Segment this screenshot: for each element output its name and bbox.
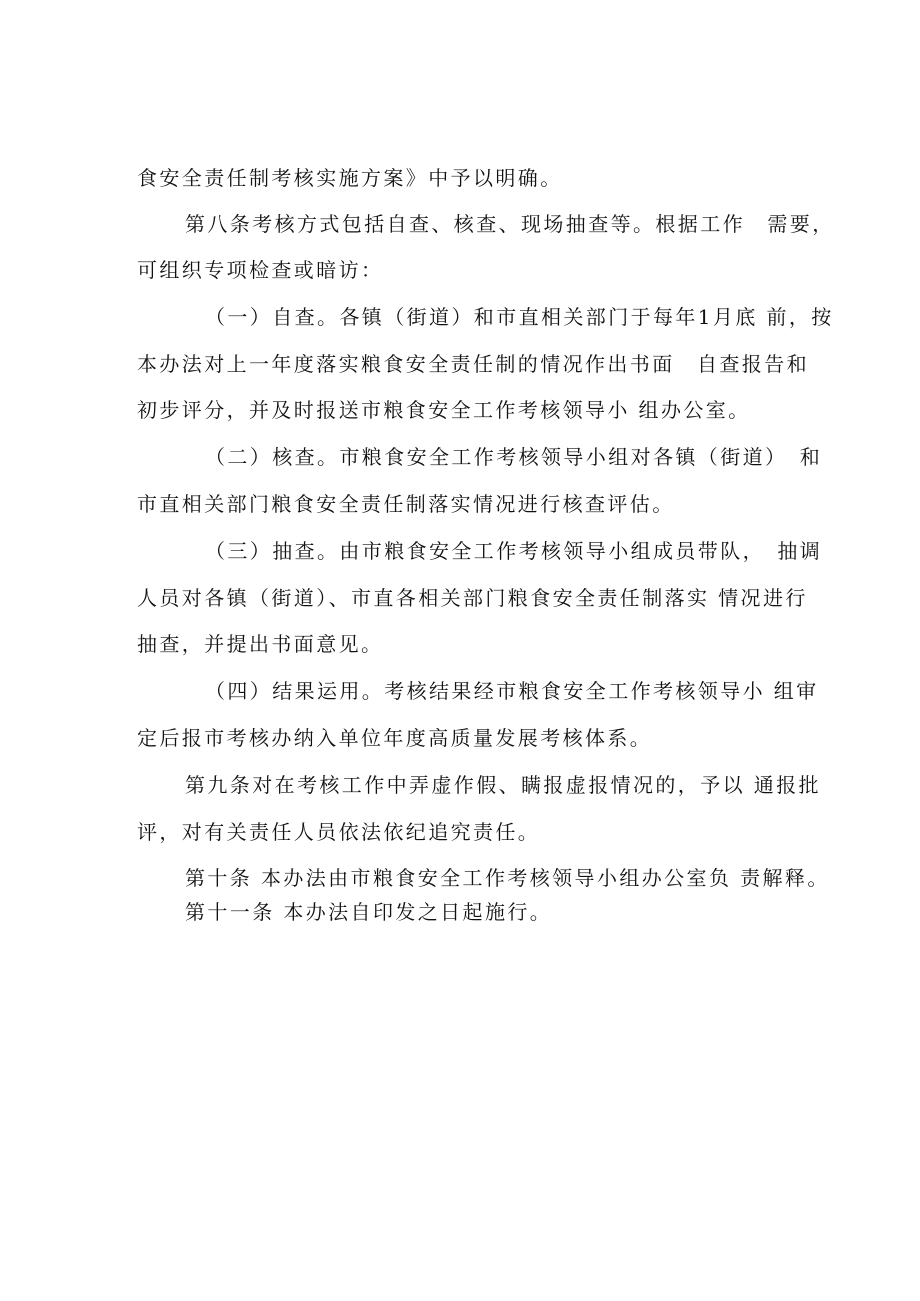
article-9-line-2: 评，对有关责任人员依法依纪追究责任。 bbox=[137, 820, 541, 844]
item-2-line-1: （二）核查。市粮食安全工作考核领导小组对各镇（街道） 和 bbox=[205, 445, 823, 469]
item-3-line-3: 抽查，并提出书面意见。 bbox=[137, 632, 384, 656]
item-4-line-1: （四）结果运用。考核结果经市粮食安全工作考核领导小 组审 bbox=[205, 679, 819, 703]
paragraph-line: 食安全责任制考核实施方案》中予以明确。 bbox=[137, 166, 563, 190]
item-3-line-1: （三）抽查。由市粮食安全工作考核领导小组成员带队， 抽调 bbox=[205, 539, 823, 563]
item-1-line-3: 初步评分，并及时报送市粮食安全工作考核领导小 组办公室。 bbox=[137, 398, 751, 422]
article-8-line-1: 第八条考核方式包括自查、核查、现场抽查等。根据工作 需要， bbox=[185, 212, 835, 236]
article-8-line-2: 可组织专项检查或暗访： bbox=[137, 258, 384, 282]
item-1-line-1: （一）自查。各镇（街道）和市直相关部门于每年1月底 前，按 bbox=[205, 305, 834, 329]
article-9-line-1: 第九条对在考核工作中弄虚作假、瞒报虚报情况的，予以 通报批 bbox=[185, 773, 821, 797]
article-11-line: 第十一条 本办法自印发之日起施行。 bbox=[185, 900, 553, 924]
item-2-line-2: 市直相关部门粮食安全责任制落实情况进行核查评估。 bbox=[137, 492, 675, 516]
item-3-line-2: 人员对各镇（街道）、市直各相关部门粮食安全责任制落实 情况进行 bbox=[137, 586, 808, 610]
item-4-line-2: 定后报市考核办纳入单位年度高质量发展考核体系。 bbox=[137, 726, 653, 750]
item-1-line-2: 本办法对上一年度落实粮食安全责任制的情况作出书面 自查报告和 bbox=[137, 352, 809, 376]
article-10-line: 第十条 本办法由市粮食安全工作考核领导小组办公室负 责解释。 bbox=[185, 866, 830, 890]
